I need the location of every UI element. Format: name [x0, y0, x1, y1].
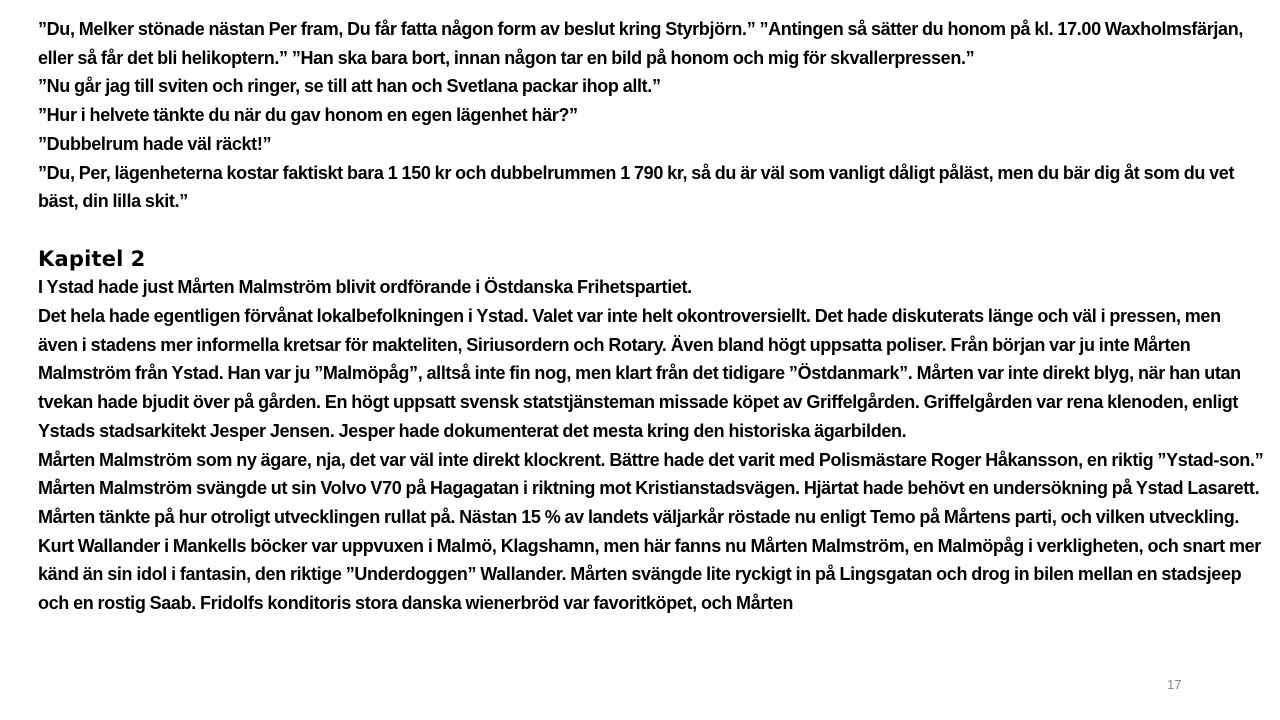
page-number: 17 [1167, 677, 1182, 692]
paragraph: ”Nu går jag till sviten och ringer, se till att han och Svetlana packar ihop allt.” [38, 76, 661, 97]
paragraph: ”Du, Melker stönade nästan Per fram, Du får fatta någon form av beslut kring Styrbjörn.” ”Antingen så sätter du honom på kl. 17.00 Waxholmsfärjan, eller så får det bli helikoptern.” ”Han ska bara bort, innan någon tar en bild på honom och mig för skvallerpressen.” [38, 19, 1243, 68]
paragraph: I Ystad hade just Mårten Malmström blivit ordförande i Östdanska Frihetspartiet. [38, 277, 692, 298]
paragraph: Det hela hade egentligen förvånat lokalbefolkningen i Ystad. Valet var inte helt okontroversiellt. Det hade diskuterats länge och väl i pressen, men även i stadens mer informella kretsar för makteliten, Siriusordern och Rotary. Även bland högt uppsatta poliser. Från början var ju inte Mårten Malmström från Ystad. Han var ju ”Malmöpåg”, alltså inte fin nog, men klart från det tidigare ”Östdanmark”. Mårten var inte direkt blyg, när han utan tvekan hade bjudit över på gården. En högt uppsatt svensk statstjänsteman missade köpet av Griffelgården. Griffelgården var rena klenoden, enligt Ystads stadsarkitekt Jesper Jensen. Jesper hade dokumenterat det mesta kring den historiska ägarbilden. [38, 306, 1241, 441]
document-page [38, 15, 1264, 618]
paragraph: ”Du, Per, lägenheterna kostar faktiskt bara 1 150 kr och dubbelrummen 1 790 kr, så du är väl som vanligt dåligt påläst, men du bär dig åt som du vet bäst, din lilla skit.” [38, 162, 1235, 212]
paragraph: ”Dubbelrum hade väl räckt!” [38, 133, 272, 154]
paragraph: ”Hur i helvete tänkte du när du gav honom en egen lägenhet här?” [38, 105, 578, 126]
paragraph: Mårten Malmström som ny ägare, nja, det var väl inte direkt klockrent. Bättre hade det varit med Polismästare Roger Håkansson, en riktig ”Ystad-son.” Mårten Malmström svängde ut sin Volvo V70 på Hagagatan i riktning mot Kristianstadsvägen. Hjärtat hade behövt en undersökning på Ystad Lasarett. Mårten tänkte på hur otroligt utvecklingen rullat på. Nästan 15 % av landets väljarkår röstade nu enligt Temo på Mårtens parti, och vilken utveckling. Kurt Wallander i Mankells böcker var uppvuxen i Malmö, Klagshamn, men här fanns nu Mårten Malmström, en Malmöpåg i verkligheten, och snart mer känd än sin idol i fantasin, den riktige ”Underdoggen” Wallander. Mårten svängde lite ryckigt in på Lingsgatan och drog in bilen mellan en stadsjeep och en rostig Saab. Fridolfs konditoris stora danska wienerbröd var favoritköpet, och Mårten [38, 449, 1264, 614]
chapter-heading: Kapitel 2 [38, 246, 146, 271]
blank-line [38, 216, 1264, 245]
